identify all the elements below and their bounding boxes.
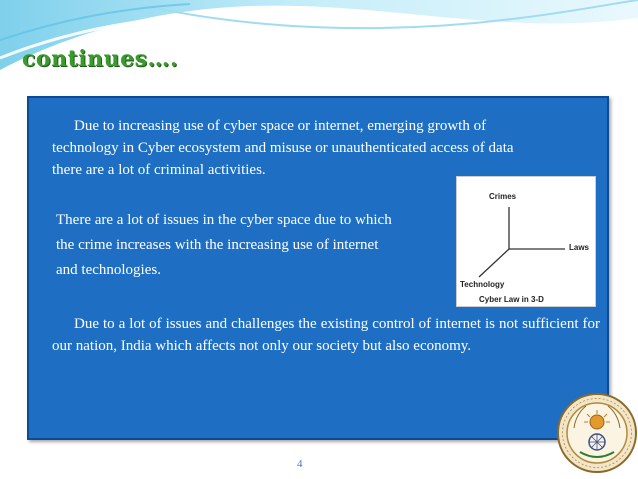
figure-label-laws: Laws (569, 243, 590, 252)
paragraph-2 (56, 209, 456, 281)
figure-label-technology: Technology (460, 280, 505, 289)
paragraph-1 (52, 115, 600, 181)
slide-title: continues…. (22, 46, 179, 72)
paragraph-2-line: There are a lot of issues in the cyber space due to which (56, 212, 392, 228)
figure-label-crimes: Crimes (489, 192, 517, 201)
paragraph-1-line: technology in Cyber ecosystem and misuse or unauthenticated access of data (52, 140, 514, 156)
cyber-law-3d-figure (456, 176, 596, 307)
paragraph-2-line: the crime increases with the increasing use of internet (56, 237, 379, 253)
paragraph-2-line: and technologies. (56, 262, 161, 278)
university-seal-icon (556, 392, 638, 474)
page-number: 4 (297, 458, 303, 470)
paragraph-3 (52, 313, 600, 357)
paragraph-3-text: Due to a lot of issues and challenges the existing control of internet is not sufficient for our nation, India which affects not only our society but also economy. (52, 316, 600, 354)
paragraph-1-line: there are a lot of criminal activities. (52, 162, 266, 178)
figure-caption: Cyber Law in 3-D (479, 295, 544, 304)
paragraph-1-line: Due to increasing use of cyber space or internet, emerging growth of (74, 118, 487, 134)
